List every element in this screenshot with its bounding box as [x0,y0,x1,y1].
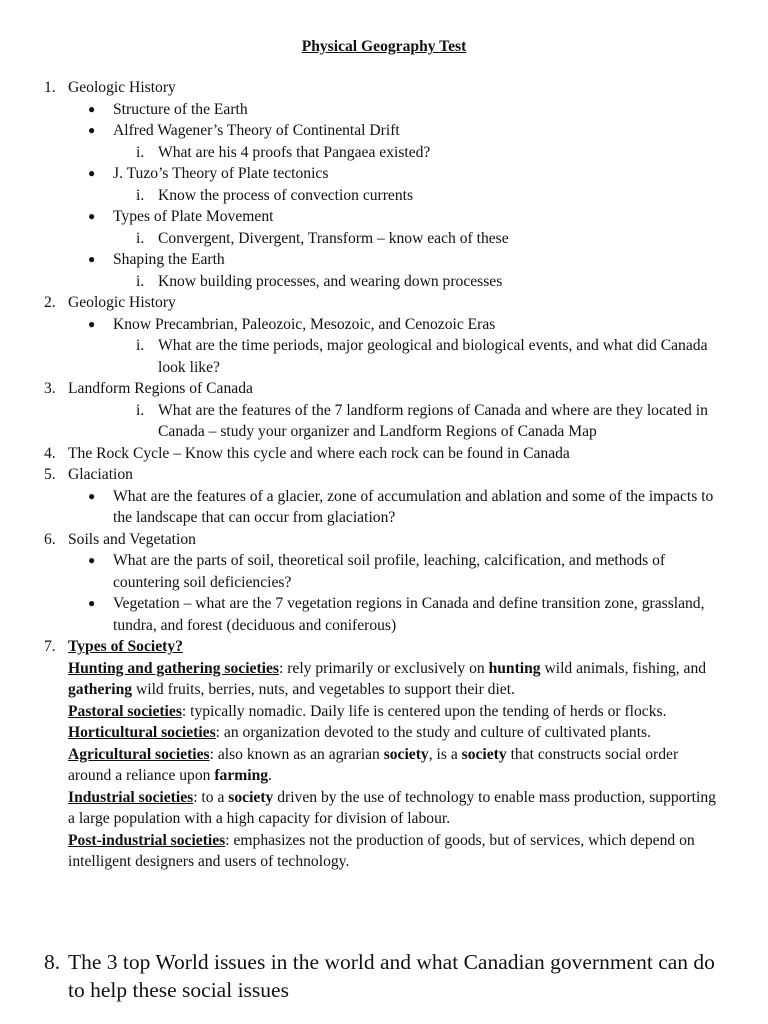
bullet-item [0,593,768,636]
section-item [0,378,768,400]
sub-number: i. [136,401,145,419]
society-term: Hunting and gathering societies [68,659,279,677]
sub-text: Know building processes, and wearing down processes [158,272,503,290]
section-item [0,529,768,551]
bullet-item [0,163,768,185]
section-label: Types of Society? [68,638,183,655]
bold-keyword: society [383,745,429,763]
section-item [0,292,768,314]
sub-item [0,335,768,378]
sub-text: Know the process of convection currents [158,186,414,204]
bullet-icon: ● [88,553,96,567]
bullet-text: Types of Plate Movement [113,208,274,225]
definition-text: wild fruits, berries, nuts, and vegetables to support their diet. [132,681,515,698]
bullet-icon: ● [88,488,96,503]
sub-number: i. [136,272,145,290]
sub-item [0,228,768,250]
section-text: The 3 top World issues in the world and what Canadian government can do to help these social issues [68,950,715,1002]
bullet-text: What are the parts of soil, theoretical soil profile, leaching, calcification, and methods of countering soil deficiencies? [113,552,666,591]
society-term: Agricultural societies [68,745,210,763]
definition-text: driven by the use of technology to enable mass production, supporting a large population with a high capacity for division of labour. [68,788,716,827]
bullet-text: Alfred Wagener’s Theory of Continental Drift [113,122,400,139]
sub-number: i. [136,186,145,204]
section-label: Geologic History [68,79,176,96]
section-number: 5. [44,466,56,483]
bullet-icon: ● [88,166,96,180]
society-definition [0,787,768,830]
definition-text: : typically nomadic. Daily life is centered upon the tending of herds or flocks. [181,702,667,720]
definition-text: . [268,767,272,784]
society-definition [0,830,768,873]
section-number: 4. [44,444,56,462]
section-number: 2. [44,294,56,311]
bullet-text: What are the features of a glacier, zone of accumulation and ablation and some of the impacts to the landscape that can occur from glaciation? [113,487,714,526]
section-label: Geologic History [68,294,176,311]
bold-keyword: society [228,788,274,806]
section-8 [0,948,768,1004]
definition-text: that constructs social order around a reliance upon [68,745,679,784]
bullet-item [0,550,768,593]
society-term: Industrial societies [68,788,194,806]
bullet-icon: ● [88,209,96,223]
sub-item [0,400,768,443]
bullet-item [0,486,768,529]
definition-text: wild animals, fishing, and [540,659,707,677]
society-definition [0,744,768,787]
bullet-icon: ● [88,123,96,137]
definition-text: : emphasizes not the production of goods, but of services, which depend on intelligent designers and users of technology. [68,831,695,870]
bullet-item [0,120,768,142]
definition-text: : rely primarily or exclusively on [278,659,489,677]
bullet-icon: ● [88,101,96,116]
section-label: The Rock Cycle – Know this cycle and where each rock can be found in Canada [68,444,570,462]
bullet-text: Vegetation – what are the 7 vegetation regions in Canada and define transition zone, grassland, tundra, and forest (deciduous and coniferous) [113,595,705,634]
section-number: 7. [44,638,56,655]
section-item [0,636,768,658]
sub-item [0,142,768,164]
sub-item [0,271,768,293]
society-definition [0,701,768,723]
society-term: Post-industrial societies [68,831,226,849]
bold-keyword: society [461,745,507,763]
society-term: Horticultural societies [68,724,216,741]
section-label: Landform Regions of Canada [68,380,253,397]
sub-text: What are the time periods, major geological and biological events, and what did Canada look like? [158,337,708,376]
definition-text: , is a [428,745,462,763]
bullet-icon: ● [88,596,96,610]
bullet-item [0,206,768,228]
bold-keyword: farming [214,767,269,784]
bullet-text: Shaping the Earth [113,251,225,268]
bullet-icon: ● [88,316,96,331]
bold-keyword: gathering [68,681,133,698]
sub-item [0,185,768,207]
definition-text: : an organization devoted to the study and culture of cultivated plants. [215,724,652,741]
section-label: Glaciation [68,466,133,483]
section-number: 8. [44,950,61,974]
definition-text: : also known as an agrarian [209,745,384,763]
sub-text: What are his 4 proofs that Pangaea existed? [158,143,431,161]
page-title: Physical Geography Test [301,38,467,55]
society-term: Pastoral societies [68,702,182,720]
society-definition [0,658,768,701]
section-item [0,464,768,486]
bullet-icon: ● [88,252,96,266]
bullet-item [0,314,768,336]
bold-keyword: hunting [488,659,541,677]
sub-number: i. [136,229,145,247]
section-number: 1. [44,79,56,96]
bullet-text: Structure of the Earth [113,100,248,118]
outline-list [0,77,768,873]
definition-text: : to a [193,788,229,806]
bullet-item [0,99,768,121]
sub-number: i. [136,337,145,354]
section-number: 3. [44,380,56,397]
bullet-text: J. Tuzo’s Theory of Plate tectonics [113,165,329,182]
society-definition [0,722,768,744]
section-item [0,443,768,465]
sub-number: i. [136,143,145,161]
section-number: 6. [44,530,56,548]
bullet-item [0,249,768,271]
sub-text: Convergent, Divergent, Transform – know each of these [158,229,509,247]
section-label: Soils and Vegetation [68,530,196,548]
bullet-text: Know Precambrian, Paleozoic, Mesozoic, and Cenozoic Eras [113,315,496,333]
section-item [0,77,768,99]
sub-text: What are the features of the 7 landform regions of Canada and where are they located in Canada – study your organizer and Landform Regions of Canada Map [158,401,708,440]
